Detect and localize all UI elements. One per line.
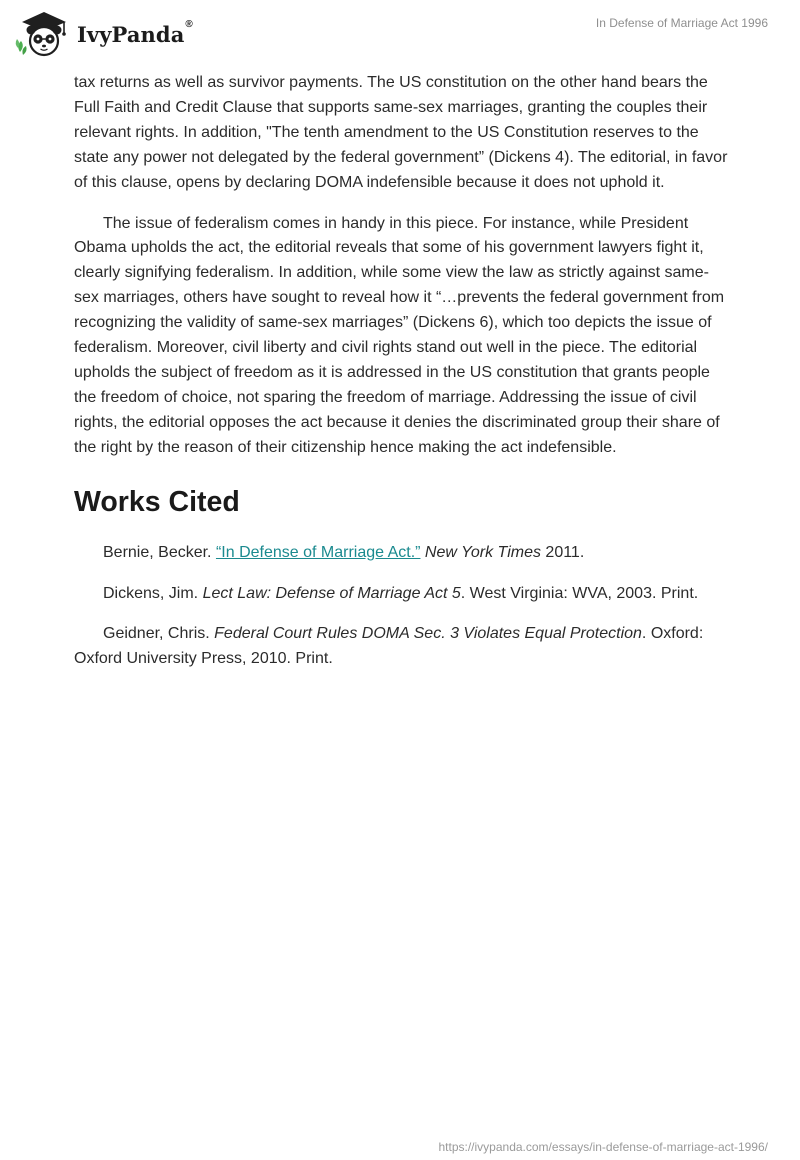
citation-author: Dickens, Jim.	[103, 584, 203, 602]
registered-mark: ®	[185, 18, 193, 30]
citation-link[interactable]: “In Defense of Marriage Act.”	[215, 543, 421, 561]
ivypanda-logo[interactable]	[14, 8, 193, 58]
citation-author: Bernie, Becker.	[103, 543, 216, 561]
document-title: In Defense of Marriage Act 1996	[595, 16, 768, 30]
citation-rest: 2011.	[540, 543, 585, 561]
citation-source: New York Times	[420, 543, 541, 561]
citation-entry	[74, 622, 730, 672]
citation-title: Lect Law: Defense of Marriage Act 5	[202, 584, 461, 602]
page-header	[0, 0, 800, 70]
citation-rest: . West Virginia: WVA, 2003. Print.	[460, 584, 699, 602]
panda-graduation-cap-icon	[14, 8, 72, 58]
citation-author: Geidner, Chris.	[103, 625, 215, 643]
citation-title: Federal Court Rules DOMA Sec. 3 Violates Equal Protection	[214, 625, 642, 643]
body-paragraph: The issue of federalism comes in handy in this piece. For instance, while President Obama upholds the act, the editorial reveals that some of his government lawyers fight it, clearly signifying federalism. In addition, while some view the law as strictly against same-sex marriages, others have sought to reveal how it “…prevents the federal government from recognizing the validity of same-sex marriages” (Dickens 6), which too depicts the issue of federalism. Moreover, civil liberty and civil rights stand out well in the piece. The editorial upholds the subject of freedom as it is addressed in the US constitution that grants people the freedom of choice, not sparing the freedom of marriage. Addressing the issue of civil rights, the editorial opposes the act because it denies the discriminated group their share of the right by the reason of their citizenship hence making the act indefensible.	[74, 214, 725, 456]
footer-url: https://ivypanda.com/essays/in-defense-of-marriage-act-1996/	[438, 1140, 768, 1154]
brand-name: IvyPanda®	[77, 18, 193, 47]
body-paragraph: tax returns as well as survivor payments. The US constitution on the other hand bears the Full Faith and Credit Clause that supports same-sex marriages, granting the couples their relevant rights. In addition, "The tenth amendment to the US Constitution reserves to the state any power not delegated by the federal government” (Dickens 4). The editorial, in favor of this clause, opens by declaring DOMA indefensible because it does not uphold it.	[74, 74, 728, 191]
essay-content	[74, 71, 730, 688]
citation-entry	[74, 582, 730, 607]
works-cited-heading: Works Cited	[74, 485, 240, 518]
citation-rest: . Oxford: Oxford University Press, 2010. Print.	[74, 625, 704, 668]
citation-entry	[74, 541, 730, 566]
